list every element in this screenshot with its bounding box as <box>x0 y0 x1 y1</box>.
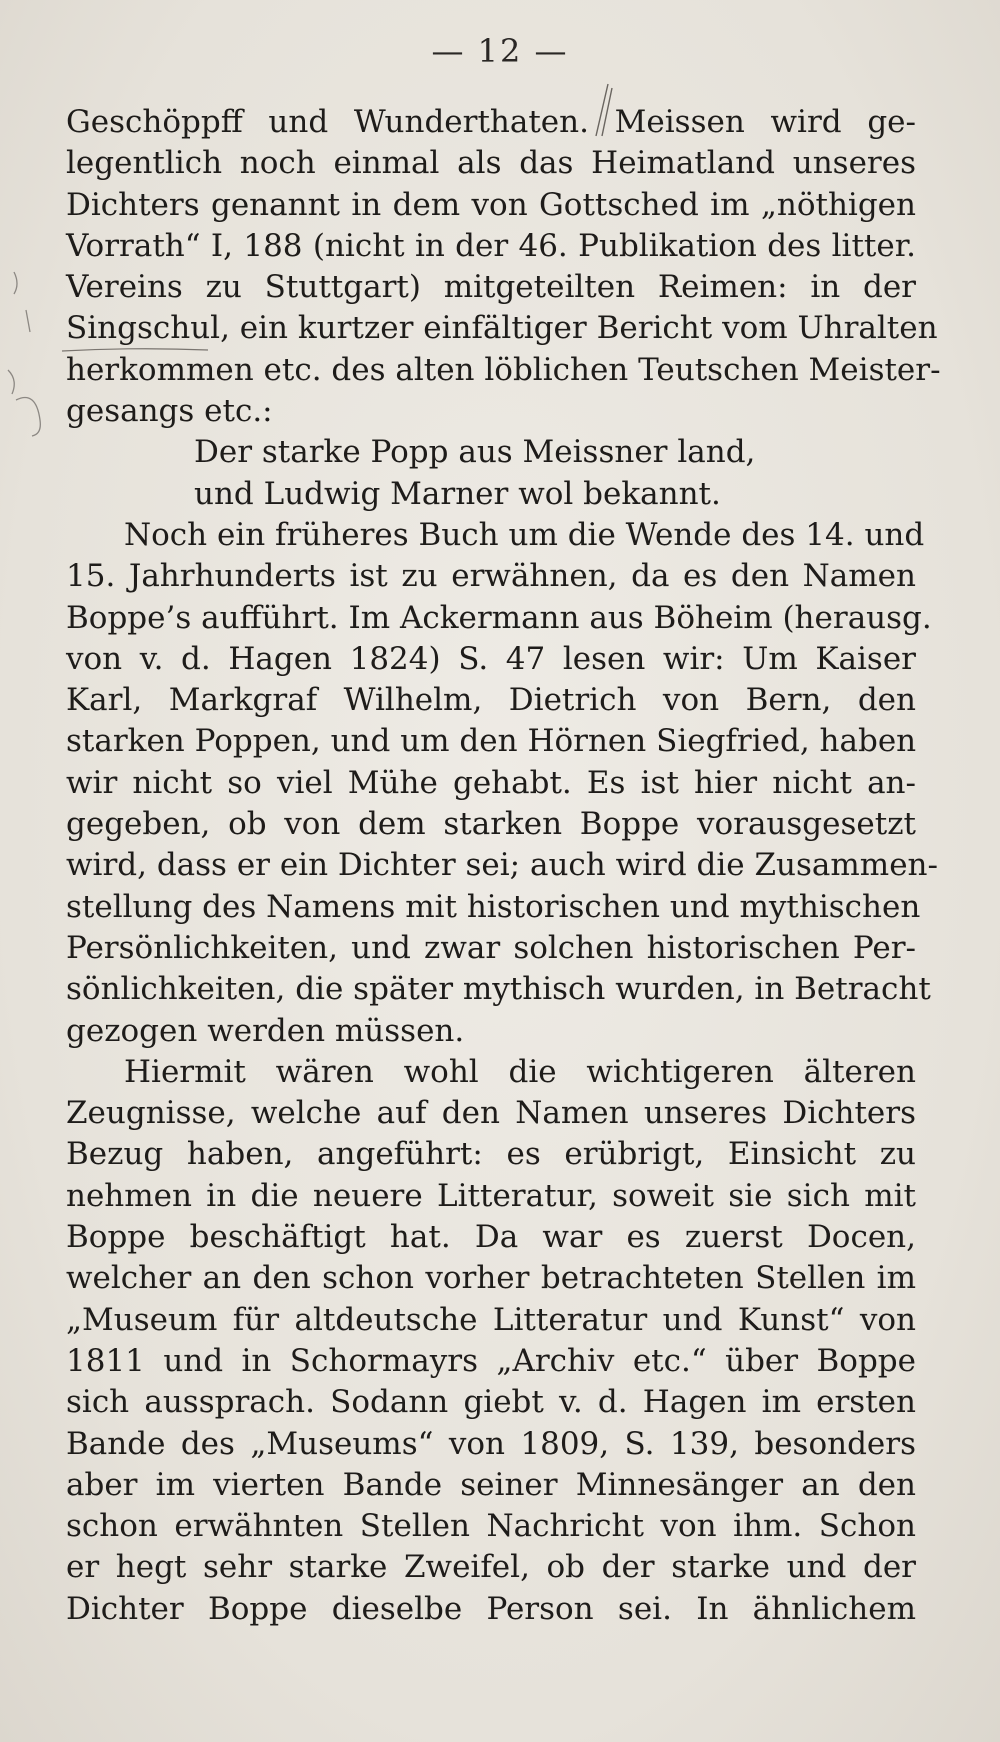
text-line: schon erwähnten Stellen Nachricht von ihm. Schon <box>66 1508 916 1545</box>
text-line: Boppe’s aufführt. Im Ackermann aus Böheim (herausg. <box>66 599 932 636</box>
verse-line: und Ludwig Marner wol bekannt. <box>194 475 721 512</box>
text-line: gegeben, ob von dem starken Boppe vorausgesetzt <box>66 806 916 843</box>
text-line: 15. Jahrhunderts ist zu erwähnen, da es den Namen <box>66 558 916 595</box>
page-number: — 12 — <box>431 32 569 70</box>
text-line: Dichters genannt in dem von Gottsched im „nöthigen <box>66 186 916 223</box>
text-line: Dichter Boppe dieselbe Person sei. In ähnlichem <box>66 1590 916 1627</box>
text-line: starken Poppen, und um den Hörnen Siegfried, haben <box>66 723 917 760</box>
margin-pencil-note <box>6 270 46 445</box>
text-line: legentlich noch einmal als das Heimatland unseres <box>66 145 916 182</box>
text-line: Bande des „Museums“ von 1809, S. 139, besonders <box>66 1425 916 1462</box>
text-line: wird, dass er ein Dichter sei; auch wird die Zusammen- <box>66 847 938 884</box>
text-line: Vereins zu Stuttgart) mitgeteilten Reimen: in der <box>66 269 916 306</box>
text-line: „Museum für altdeutsche Litteratur und Kunst“ von <box>66 1301 916 1338</box>
text-line: gesangs etc.: <box>66 393 273 430</box>
text-line: Geschöppff und Wunderthaten. Meissen wird ge- <box>66 104 916 140</box>
text-line: sich aussprach. Sodann giebt v. d. Hagen im ersten <box>66 1384 916 1421</box>
text-line: Noch ein früheres Buch um die Wende des 14. und <box>124 516 925 553</box>
text-line: Bezug haben, angeführt: es erübrigt, Einsicht zu <box>66 1136 916 1173</box>
text-line: stellung des Namens mit historischen und mythischen <box>66 888 921 925</box>
text-line: 1811 und in Schormayrs „Archiv etc.“ über Boppe <box>66 1342 916 1379</box>
text-line: herkommen etc. des alten löblichen Teutschen Meister- <box>66 351 941 388</box>
verse-line: Der starke Popp aus Meissner land, <box>194 434 756 471</box>
text-line: wir nicht so viel Mühe gehabt. Es ist hier nicht an- <box>66 764 916 801</box>
text-line: nehmen in die neuere Litteratur, soweit sie sich mit <box>66 1177 916 1214</box>
text-line: Zeugnisse, welche auf den Namen unseres Dichters <box>66 1095 916 1132</box>
body-text <box>66 102 941 1630</box>
text-line: Karl, Markgraf Wilhelm, Dietrich von Bern, den <box>66 682 916 719</box>
text-line: gezogen werden müssen. <box>66 1012 465 1049</box>
text-line: aber im vierten Bande seiner Minnesänger an den <box>66 1466 916 1503</box>
text-line: Vorrath“ I, 188 (nicht in der 46. Publikation des litter. <box>66 227 916 264</box>
text-line: Persönlichkeiten, und zwar solchen historischen Per- <box>66 929 916 966</box>
text-line: sönlichkeiten, die später mythisch wurden, in Betracht <box>66 971 931 1008</box>
text-line: von v. d. Hagen 1824) S. 47 lesen wir: Um Kaiser <box>66 640 916 677</box>
text-line: Singschul, ein kurtzer einfältiger Bericht vom Uhralten <box>66 310 938 347</box>
text-line: er hegt sehr starke Zweifel, ob der starke und der <box>66 1549 916 1586</box>
text-line: Boppe beschäftigt hat. Da war es zuerst Docen, <box>66 1219 916 1256</box>
text-line: Hiermit wären wohl die wichtigeren älteren <box>124 1053 916 1090</box>
text-line: welcher an den schon vorher betrachteten Stellen im <box>66 1260 916 1297</box>
